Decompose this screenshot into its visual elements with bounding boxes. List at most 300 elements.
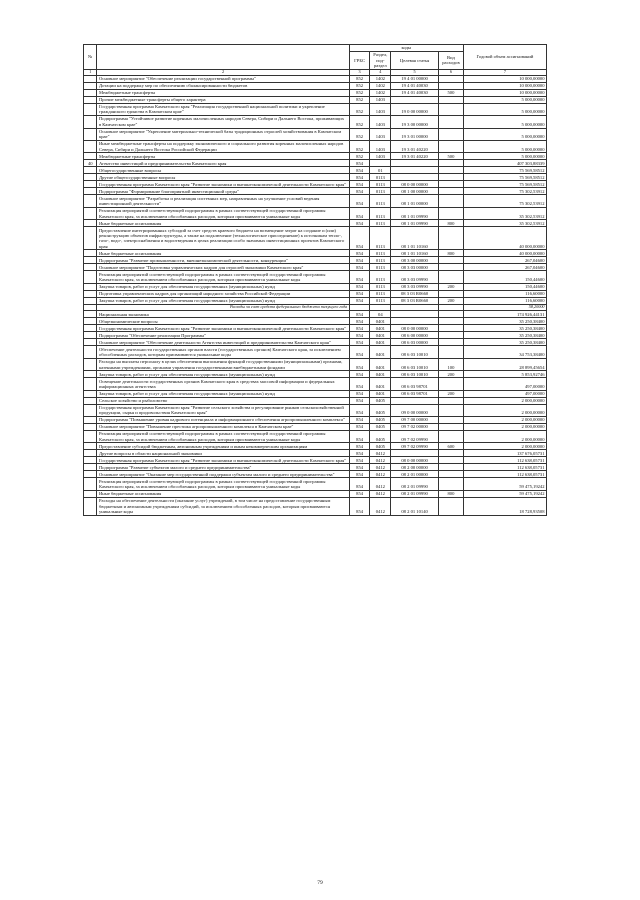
row-sum: 35 302,53912 [463,207,546,219]
colnum-5: 5 [391,69,439,75]
table-row [84,195,547,207]
row-csr: 19 4 01 40030 [391,82,439,89]
row-sum: 35 250,38400 [463,332,546,339]
row-vr: 100 [438,358,463,370]
row-vr [438,424,463,431]
row-num [84,358,97,370]
row-razdel: 0113 [370,257,391,264]
row-num [84,220,97,227]
row-razdel: 0113 [370,297,391,304]
row-sum: 35 250,38400 [463,325,546,332]
row-razdel: 0401 [370,332,391,339]
row-sum: 35 250,38400 [463,339,546,346]
row-csr: 09 7 00 00000 [391,417,439,424]
row-num [84,207,97,219]
table-row [84,290,547,297]
row-vr [438,174,463,181]
row-razdel: 0113 [370,271,391,283]
row-csr: 08 1 01 10160 [391,227,439,250]
row-vr [438,103,463,115]
table-row [84,332,547,339]
row-sum: 5 000,00000 [463,96,546,103]
row-name: Подпрограмма "Повышение уровня кадрового потенциала и информационного обеспечения агропромышленного комплекса" [97,417,349,424]
row-grbs: 854 [349,471,370,478]
table-row [84,227,547,250]
row-vr: 800 [438,490,463,497]
table-row [84,128,547,140]
row-vr: 800 [438,220,463,227]
row-name: Подпрограмма "Развитие промышленности, внешнеэкономической деятельности, конкуренции" [97,257,349,264]
row-num [84,346,97,358]
row-razdel: 0405 [370,431,391,443]
row-csr: 09 0 00 00000 [391,404,439,416]
row-sum: 267,04600 [463,257,546,264]
colnum-6: 6 [438,69,463,75]
row-name: Государственная программа Камчатского края "Развитие сельского хозяйства и регулирование рынков сельскохозяйственной продукции, сырья и продовольствия Камчатского края" [97,404,349,416]
row-razdel: 0412 [370,471,391,478]
row-num [84,257,97,264]
row-num [84,325,97,332]
row-grbs: 852 [349,116,370,128]
row-csr [391,318,439,325]
row-num [84,167,97,174]
row-sum: 75 302,53912 [463,188,546,195]
header-codes: коды [349,45,463,52]
header-name [97,45,349,70]
table-row [84,103,547,115]
table-row [84,167,547,174]
row-grbs: 852 [349,140,370,152]
row-razdel: 0401 [370,346,391,358]
row-csr: 08 3 03 R0660 [391,290,439,297]
row-razdel: 0113 [370,264,391,271]
row-csr: 08 6 00 00000 [391,332,439,339]
row-grbs: 854 [349,297,370,304]
row-csr: 08 2 00 00000 [391,464,439,471]
row-grbs: 854 [349,271,370,283]
row-name: Основное мероприятие "Повышение престижа агропромышленного комплекса в Камчатском крае" [97,424,349,431]
row-name: Основное мероприятие "Обеспечение деятельности Агентства инвестиций и предпринимательства Камчатского края" [97,339,349,346]
row-vr [438,167,463,174]
row-name: Закупка товаров, работ и услуг для обеспечения государственных (муниципальных) нужд [97,390,349,397]
row-sum: 116,60000 [463,297,546,304]
row-grbs: 854 [349,325,370,332]
row-num [84,490,97,497]
row-grbs: 854 [349,457,370,464]
row-grbs: 854 [349,424,370,431]
row-grbs: 854 [349,174,370,181]
table-row [84,325,547,332]
row-name: Закупка товаров, работ и услуг для обеспечения государственных (муниципальных) нужд [97,371,349,378]
row-vr [438,207,463,219]
row-vr [438,96,463,103]
row-grbs: 854 [349,220,370,227]
row-csr: 08 1 01 09990 [391,207,439,219]
row-csr: 08 2 01 09990 [391,478,439,490]
table-row [84,257,547,264]
row-num [84,339,97,346]
row-razdel: 0405 [370,397,391,404]
row-sum: 2 000,00000 [463,443,546,450]
row-num [84,290,97,297]
row-grbs [349,304,370,311]
row-vr: 800 [438,250,463,257]
row-grbs: 854 [349,497,370,515]
row-vr [438,188,463,195]
row-grbs: 854 [349,207,370,219]
row-csr: 09 7 02 09990 [391,431,439,443]
row-csr: 08 6 03 10010 [391,358,439,370]
table-row [84,339,547,346]
row-grbs: 854 [349,346,370,358]
row-num [84,431,97,443]
table-row [84,140,547,152]
row-vr [438,325,463,332]
row-num [84,478,97,490]
row-vr [438,195,463,207]
row-name: Государственная программа Камчатского края "Развитие экономики и внешнеэкономической деятельности Камчатского края" [97,457,349,464]
row-razdel: 1403 [370,128,391,140]
row-grbs: 852 [349,75,370,82]
row-num [84,390,97,397]
row-name: Реализация мероприятий соответствующей подпрограммы в рамках соответствующей государственной программы Камчатского края, за исключением обособленных расходов, которым присваиваются уникальные коды [97,478,349,490]
row-sum: 2 000,00000 [463,404,546,416]
row-csr [391,450,439,457]
table-row [84,207,547,219]
table-row [84,174,547,181]
table-row [84,250,547,257]
row-grbs: 854 [349,264,370,271]
row-csr: 09 7 02 09990 [391,443,439,450]
row-vr: 200 [438,390,463,397]
row-razdel: 0113 [370,207,391,219]
row-name: Расходы на выплаты персоналу в целях обеспечения выполнения функций государственными (муниципальными) органами, казенными учреждениями, органами управления государственными внебюджетными фондами [97,358,349,370]
row-razdel: 0113 [370,195,391,207]
row-vr [438,471,463,478]
row-csr: 08 6 03 00000 [391,339,439,346]
row-name: Расходы за счет средств федерального бюджета текущего года [97,304,349,311]
row-name: Реализация мероприятий соответствующей подпрограммы в рамках соответствующей государственной программы Камчатского края, за исключением обособленных расходов, которым присваиваются уникальные коды [97,431,349,443]
row-grbs: 854 [349,195,370,207]
row-csr: 08 3 03 R0660 [391,297,439,304]
table-row [84,471,547,478]
row-name: Иные бюджетные ассигнования [97,220,349,227]
row-sum: 35 250,38400 [463,318,546,325]
row-razdel: 1403 [370,140,391,152]
row-csr: 08 1 01 00000 [391,195,439,207]
row-csr [391,311,439,318]
row-razdel: 0401 [370,390,391,397]
table-row [84,181,547,188]
row-vr [438,304,463,311]
row-grbs: 852 [349,82,370,89]
row-num [84,297,97,304]
row-razdel: 1402 [370,82,391,89]
row-sum: 174 926,44131 [463,311,546,318]
row-grbs: 854 [349,160,370,167]
table-row [84,371,547,378]
table-row [84,82,547,89]
row-grbs: 854 [349,311,370,318]
row-grbs: 854 [349,397,370,404]
row-vr: 600 [438,443,463,450]
row-sum: 2 000,00000 [463,397,546,404]
row-name: Иные межбюджетные трансферты на поддержку экономического и социального развития коренных малочисленных народов Севера, Сибири и Дальнего Востока Российской Федерации [97,140,349,152]
row-sum: 35 302,53912 [463,220,546,227]
table-row [84,390,547,397]
row-razdel: 0412 [370,464,391,471]
row-sum: 75 569,58512 [463,167,546,174]
table-row [84,417,547,424]
row-grbs: 854 [349,181,370,188]
table-row [84,96,547,103]
row-num [84,397,97,404]
row-grbs: 852 [349,96,370,103]
table-row [84,397,547,404]
row-grbs: 852 [349,128,370,140]
row-name: Основное мероприятие "Разработка и реализация системных мер, направленных на улучшение условий ведения инвестиционной деятельности" [97,195,349,207]
row-razdel: 0405 [370,404,391,416]
row-razdel: 1402 [370,75,391,82]
row-sum: 112 638,05731 [463,464,546,471]
row-vr [438,264,463,271]
row-vr [438,431,463,443]
row-razdel: 0405 [370,417,391,424]
header-grbs: ГРБС [349,52,370,70]
row-num [84,371,97,378]
row-grbs: 854 [349,378,370,390]
row-name: Межбюджетные трансферты [97,89,349,96]
row-name: Закупка товаров, работ и услуг для обеспечения государственных (муниципальных) нужд [97,297,349,304]
row-sum: 75 569,58512 [463,174,546,181]
row-grbs: 854 [349,450,370,457]
row-razdel: 0113 [370,250,391,257]
row-csr: 08 6 03 98701 [391,390,439,397]
row-grbs: 854 [349,227,370,250]
row-sum: 58,20000 [463,304,546,311]
row-csr [391,174,439,181]
row-num [84,497,97,515]
table-row [84,311,547,318]
row-name: Государственная программа Камчатского края "Развитие экономики и внешнеэкономической деятельности Камчатского края" [97,325,349,332]
row-name: Освещение деятельности государственных органов Камчатского края в средствах массовой информации и федеральных информационных агентствах [97,378,349,390]
row-grbs: 854 [349,443,370,450]
row-vr [438,311,463,318]
row-sum: 2 000,00000 [463,431,546,443]
row-razdel: 1403 [370,96,391,103]
table-row [84,75,547,82]
row-csr [391,397,439,404]
row-vr [438,227,463,250]
row-csr: 08 1 00 00000 [391,188,439,195]
row-csr: 08 0 00 00000 [391,457,439,464]
row-num [84,264,97,271]
row-razdel: 1403 [370,153,391,160]
row-csr: 19 4 01 00000 [391,75,439,82]
row-num [84,250,97,257]
row-name: Межбюджетные трансферты [97,153,349,160]
row-vr [438,160,463,167]
row-vr [438,116,463,128]
header-sum: Годовой объем ассигнований [463,45,546,70]
row-sum: 5 000,00000 [463,140,546,152]
row-sum: 5 853,92746 [463,371,546,378]
row-grbs: 854 [349,417,370,424]
row-name: Реализация мероприятий соответствующей подпрограммы в рамках соответствующей государственной программы Камчатского края, за исключением обособленных расходов, которым присваиваются уникальные коды [97,207,349,219]
table-row [84,116,547,128]
row-razdel: 0405 [370,424,391,431]
row-vr [438,271,463,283]
table-row [84,271,547,283]
row-csr: 08 3 03 09990 [391,283,439,290]
table-row [84,450,547,457]
row-sum: 28 899,45654 [463,358,546,370]
row-sum: 75 569,58512 [463,181,546,188]
row-grbs: 854 [349,371,370,378]
colnum-2: 2 [97,69,349,75]
table-row [84,424,547,431]
row-num [84,378,97,390]
row-grbs: 854 [349,332,370,339]
row-sum: 10 000,00000 [463,75,546,82]
row-num [84,195,97,207]
row-grbs: 854 [349,404,370,416]
row-sum: 5 000,00000 [463,103,546,115]
row-csr: 08 1 01 10160 [391,250,439,257]
row-csr: 08 1 01 09990 [391,220,439,227]
row-grbs: 852 [349,103,370,115]
page-number: 79 [317,880,323,886]
row-sum: 112 638,05731 [463,471,546,478]
row-sum: 112 638,05731 [463,457,546,464]
row-vr [438,404,463,416]
table-row [84,497,547,515]
row-name: Дотации на поддержку мер по обеспечению сбалансированности бюджетов [97,82,349,89]
row-grbs: 854 [349,490,370,497]
row-csr: 08 6 03 10010 [391,371,439,378]
row-num [84,75,97,82]
row-sum: 5 000,00000 [463,116,546,128]
row-name: Агентство инвестиций и предпринимательства Камчатского края [97,160,349,167]
table-row [84,153,547,160]
row-vr [438,290,463,297]
table-row [84,378,547,390]
row-vr [438,128,463,140]
row-vr: 200 [438,283,463,290]
row-razdel: 0412 [370,497,391,515]
row-grbs: 854 [349,464,370,471]
row-name: Государственная программа Камчатского края "Развитие экономики и внешнеэкономической деятельности Камчатского края" [97,181,349,188]
row-csr: 19 3 01 40220 [391,140,439,152]
row-num [84,464,97,471]
row-name: Другие общегосударственные вопросы [97,174,349,181]
row-num [84,443,97,450]
row-num [84,174,97,181]
row-vr: 200 [438,297,463,304]
row-sum: 497,00000 [463,390,546,397]
row-name: Прочие межбюджетные трансферты общего характера [97,96,349,103]
row-csr: 08 2 01 00000 [391,471,439,478]
row-razdel: 0113 [370,227,391,250]
row-vr [438,82,463,89]
row-razdel: 0412 [370,457,391,464]
row-name: Подготовка управленческих кадров для организаций народного хозяйства Российской Федерации [97,290,349,297]
row-name: Общегосударственные вопросы [97,167,349,174]
row-grbs: 854 [349,290,370,297]
row-csr: 19 3 01 00000 [391,128,439,140]
row-name: Сельское хозяйство и рыболовство [97,397,349,404]
row-vr [438,339,463,346]
row-razdel: 0401 [370,378,391,390]
row-num [84,304,97,311]
row-name: Подпрограмма "Устойчивое развитие коренных малочисленных народов Севера, Сибири и Дальнего Востока, проживающих в Камчатском крае" [97,116,349,128]
row-name: Подпрограмма "Обеспечение реализации Программы" [97,332,349,339]
row-name: Закупка товаров, работ и услуг для обеспечения государственных (муниципальных) нужд [97,283,349,290]
row-sum: 18 728,93508 [463,497,546,515]
table-row [84,220,547,227]
row-sum: 34 753,38400 [463,346,546,358]
row-csr: 19 4 01 40030 [391,89,439,96]
colnum-3: 3 [349,69,370,75]
row-razdel: 0401 [370,318,391,325]
row-num [84,103,97,115]
row-csr [391,304,439,311]
row-num [84,417,97,424]
row-num [84,128,97,140]
row-csr: 19 0 00 00000 [391,103,439,115]
row-num [84,271,97,283]
row-name: Расходы на обеспечение деятельности (оказание услуг) учреждений, в том числе на предоставление государственным бюджетным и автономным учреждениям субсидий, за исключением обособленных расходов, которым присваиваются уникальные коды [97,497,349,515]
row-vr [438,397,463,404]
row-razdel: 1403 [370,116,391,128]
row-razdel: 0412 [370,450,391,457]
row-razdel: 0401 [370,339,391,346]
table-row [84,358,547,370]
table-row [84,490,547,497]
row-vr [438,346,463,358]
row-name: Предоставление интегрированных субсидий за счет средств краевого бюджета на возмещение затрат на создание и (или) реконструкцию объектов инфраструктуры, а также на подключение (технологическое присоединение) к источникам тепло-, газо-, водо-, электроснабжения и водоотведения в целях реализации особо значимых инвестиционных проектов Камчатского края [97,227,349,250]
table-row [84,304,547,311]
row-csr: 08 0 00 00000 [391,181,439,188]
row-grbs: 854 [349,390,370,397]
header-csr: Целевая статья [391,52,439,70]
row-sum: 10 000,00000 [463,82,546,89]
row-csr [391,160,439,167]
row-sum: 59 475,19242 [463,478,546,490]
row-razdel: 01 [370,167,391,174]
table-row [84,283,547,290]
row-csr: 09 7 02 00000 [391,424,439,431]
row-num [84,283,97,290]
row-csr: 08 6 03 10010 [391,346,439,358]
row-grbs: 854 [349,478,370,490]
row-csr: 08 2 01 10140 [391,497,439,515]
row-csr: 08 3 00 00000 [391,257,439,264]
row-razdel: 0401 [370,325,391,332]
row-num [84,188,97,195]
row-grbs: 854 [349,339,370,346]
row-grbs: 854 [349,431,370,443]
row-vr [438,378,463,390]
row-razdel: 1403 [370,103,391,115]
row-name: Предоставление субсидий бюджетным, автономным учреждениям и иным некоммерческим организациям [97,443,349,450]
header-vr: Вид расходов [438,52,463,70]
row-sum: 407 303,88339 [463,160,546,167]
row-sum: 2 000,00000 [463,417,546,424]
row-csr: 19 3 01 40220 [391,153,439,160]
row-num [84,140,97,152]
row-csr: 08 0 00 00000 [391,325,439,332]
